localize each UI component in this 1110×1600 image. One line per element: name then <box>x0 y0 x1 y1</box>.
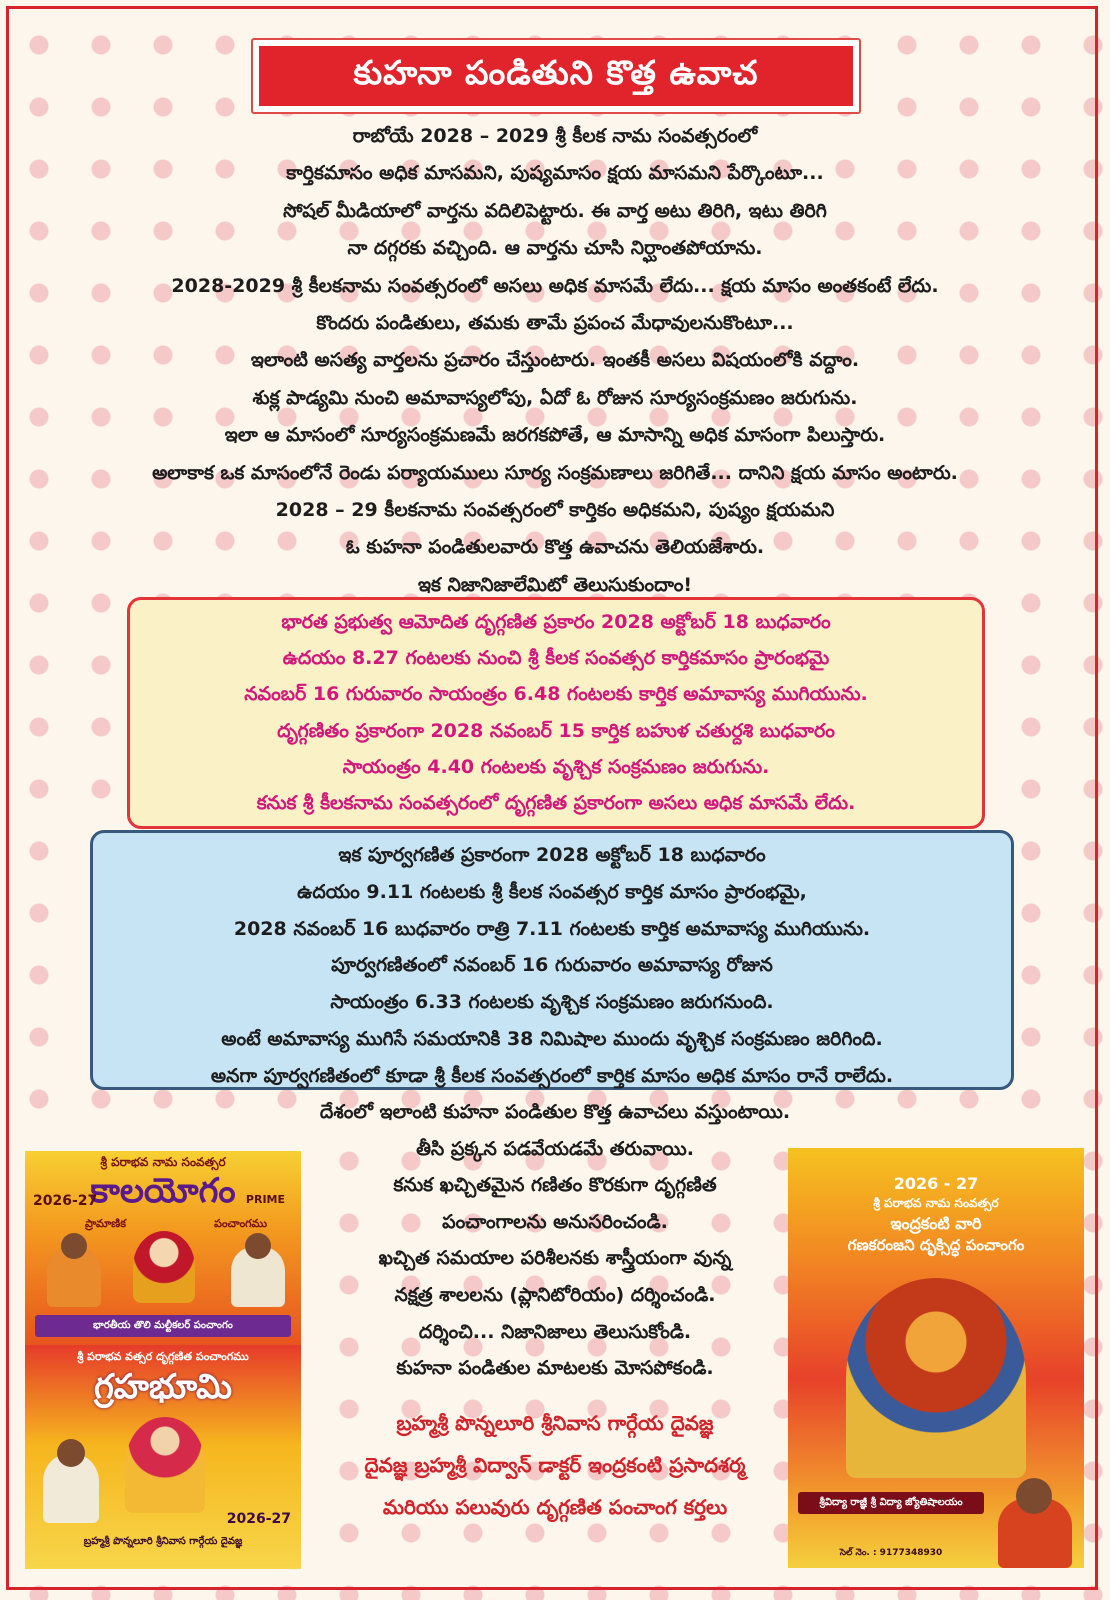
cover-top-label: శ్రీ పరాభవ నామ సంవత్సర <box>873 1196 999 1210</box>
purva-line: అనగా పూర్వగణితంలో కూడా శ్రీ కీలక సంవత్సరంలో కార్తిక మాసం అధిక మాసం రానే రాలేదు. <box>210 1064 894 1087</box>
purva-line: 2028 నవంబర్ 16 బుధవారం రాత్రి 7.11 గంటలకు కార్తిక అమావాస్య ముగియును. <box>233 917 871 940</box>
intro-line: 2028 – 29 కీలకనామ సంవత్సరంలో కార్తికం అధికమని, పుష్యం క్షయమని <box>275 498 835 521</box>
closing-line: పంచాంగాలను అనుసరించండి. <box>442 1210 668 1233</box>
intro-line: ఇలాంటి అసత్య వార్తలను ప్రచారం చేస్తుంటారు. ఇంతకీ అసలు విషయంలోకి వద్దాం. <box>250 349 860 372</box>
cover-year: 2026-27 <box>226 1511 291 1527</box>
cover-title: గ్రహభూమి <box>93 1367 233 1407</box>
cover-bottom-text: బ్రహ్మశ్రీ పొన్నలూరి శ్రీనివాస గార్గేయ దైవజ్ఞ <box>83 1536 243 1547</box>
cover-name: ఇంద్రకంటి వారి <box>890 1214 982 1233</box>
kalayogam-cover-image <box>25 1151 301 1345</box>
cover-subtitle-left: ప్రామాణిక <box>85 1217 126 1230</box>
intro-line: అలాకాక ఒక మాసంలోనే రెండు పర్యాయములు సూర్య సంక్రమణాలు జరిగితే... దానిని క్షయ మాసం అంటారు. <box>152 461 958 484</box>
intro-paragraph <box>40 118 1070 604</box>
cover-title: గణకరంజని దృక్సిద్ధ పంచాంగం <box>847 1236 1025 1254</box>
closing-line: కనుక ఖచ్చితమైన గణితం కొరకుగా దృగ్గణిత <box>393 1174 717 1197</box>
cover-phone: సెల్ నెం. : 9177348930 <box>839 1548 943 1558</box>
drik-line: సాయంత్రం 4.40 గంటలకు వృశ్చిక సంక్రమణం జరుగును. <box>342 755 770 778</box>
signature-line: బ్రహ్మశ్రీ పొన్నలూరి శ్రీనివాస గార్గేయ దైవజ్ఞ <box>396 1411 714 1435</box>
closing-line: ఖచ్చిత సమయాల పరిశీలనకు శాస్త్రీయంగా వున్న <box>378 1247 732 1270</box>
title-box <box>251 38 861 114</box>
author-head <box>1016 1478 1052 1514</box>
cover-year: 2026 - 27 <box>893 1174 979 1193</box>
cover-top-label: శ్రీ పరాభవ నామ సంవత్సర <box>100 1155 226 1169</box>
purva-line: సాయంత్రం 6.33 గంటలకు వృశ్చిక సంక్రమణం జరుగనుంది. <box>330 991 774 1014</box>
closing-line: దేశంలో ఇలాంటి కుహనా పండితుల కొత్త ఉవాచలు వస్తుంటాయి. <box>319 1101 791 1123</box>
cover-bottom-banner: భారతీయ తొలి మల్టీకలర్ పంచాంగం <box>35 1315 291 1337</box>
drik-line: దృగ్గణితం ప్రకారంగా 2028 నవంబర్ 15 కార్తిక బహుళ చతుర్దశి బుధవారం <box>277 719 835 742</box>
intro-line: ఓ కుహనా పండితులవారు కొత్త ఉవాచను తెలియజేశారు. <box>345 536 765 559</box>
purva-line: అంటే అమావాస్య ముగిసే సమయానికి 38 నిమిషాల ముందు వృశ్చిక సంక్రమణం జరిగింది. <box>221 1027 883 1050</box>
intro-line: 2028-2029 శ్రీ కీలకనామ సంవత్సరంలో అసలు అధిక మాసమే లేదు... క్షయ మాసం అంతకంటే లేదు. <box>171 274 939 297</box>
purva-line: ఇక పూర్వగణిత ప్రకారంగా 2028 అక్టోబర్ 18 బుధవారం <box>338 844 766 866</box>
cover-year: 2026-27 <box>33 1193 98 1209</box>
signature-line: మరియు పలువురు దృగ్గణిత పంచాంగ కర్తలు <box>382 1495 728 1519</box>
closing-line: కుహనా పండితుల మాటలకు మోసపోకండి. <box>396 1357 714 1380</box>
narasimha-figure <box>846 1278 1026 1478</box>
drik-line: నవంబర్ 16 గురువారం సాయంత్రం 6.48 గంటలకు కార్తిక అమావాస్య ముగియును. <box>244 683 868 706</box>
page-title: కుహనా పండితుని కొత్త ఉవాచ <box>259 46 853 106</box>
closing-line: నక్షత్ర శాలలను (ప్లానిటోరియం) దర్శించండి. <box>394 1283 716 1306</box>
intro-line: రాబోయే 2028 – 2029 శ్రీ కీలక నామ సంవత్సరంలో <box>352 125 758 147</box>
drik-line: ఉదయం 8.27 గంటలకు నుంచి శ్రీ కీలక సంవత్సర కార్తికమాసం ప్రారంభమై <box>282 647 830 670</box>
intro-line: నా దగ్గరకు వచ్చింది. ఆ వార్తను చూసి నిర్ఘాంతపోయాను. <box>347 237 763 260</box>
purva-ganita-box <box>90 830 1014 1090</box>
grahabhumi-cover-image <box>25 1345 301 1569</box>
cover-subtitle-right: పంచాంగము <box>214 1217 267 1230</box>
purva-line: పూర్వగణితంలో నవంబర్ 16 గురువారం అమావాస్య రోజున <box>331 954 773 977</box>
author-head <box>245 1233 271 1259</box>
intro-line: కార్తికమాసం అధిక మాసమని, పుష్యమాసం క్షయ మాసమని పేర్కొంటూ... <box>286 162 824 185</box>
signature-line: దైవజ్ఞ బ్రహ్మశ్రీ విద్వాన్ డాక్టర్ ఇంద్రకంటి ప్రసాదశర్మ <box>364 1453 746 1477</box>
cover-bottom-banner: శ్రీవిద్యా రాజ్ఞీ శ్రీ విద్యా జ్యోతిషాలయం <box>798 1492 984 1514</box>
indrakanti-cover-image <box>788 1148 1084 1568</box>
intro-line: శుక్ల పాడ్యమి నుంచి అమావాస్యలోపు, ఏదో ఓ రోజున సూర్యసంక్రమణం జరుగును. <box>252 386 858 409</box>
intro-line: ఇక నిజానిజాలేమిటో తెలుసుకుందాం! <box>417 573 693 596</box>
cover-prime-badge: PRIME <box>245 1193 285 1206</box>
goddess-figure <box>133 1231 195 1303</box>
cover-top-label: శ్రీ పరాభవ వత్సర దృగ్గణిత పంచాంగము <box>77 1350 249 1363</box>
intro-line: కొందరు పండితులు, తమకు తామే ప్రపంచ మేధావులనుకొంటూ... <box>316 311 794 334</box>
closing-line: దర్శించి... నిజానిజాలు తెలుసుకోండి. <box>418 1320 692 1343</box>
sage-head <box>61 1233 87 1259</box>
author-head <box>57 1439 85 1467</box>
goddess-figure <box>125 1417 205 1513</box>
cover-title: కాలయోగం <box>90 1171 236 1211</box>
closing-line: తీసి ప్రక్కన పడవేయడమే తరువాయి. <box>416 1137 694 1160</box>
drik-line: కనుక శ్రీ కీలకనామ సంవత్సరంలో దృగ్గణిత ప్రకారంగా అసలు అధిక మాసమే లేదు. <box>256 791 856 814</box>
intro-line: సోషల్ మీడియాలో వార్తను వదిలిపెట్టారు. ఈ వార్త అటు తిరిగి, ఇటు తిరిగి <box>283 199 827 222</box>
purva-line: ఉదయం 9.11 గంటలకు శ్రీ కీలక సంవత్సర కార్తిక మాసం ప్రారంభమై, <box>297 880 807 903</box>
signature-block <box>300 1402 810 1528</box>
drik-line: భారత ప్రభుత్వ ఆమోదిత దృగ్గణిత ప్రకారం 2028 అక్టోబర్ 18 బుధవారం <box>281 611 831 633</box>
closing-paragraph <box>300 1094 810 1387</box>
intro-line: ఇలా ఆ మాసంలో సూర్యసంక్రమణమే జరగకపోతే, ఆ మాసాన్ని అధిక మాసంగా పిలుస్తారు. <box>224 424 886 447</box>
drik-ganita-box <box>127 597 985 829</box>
